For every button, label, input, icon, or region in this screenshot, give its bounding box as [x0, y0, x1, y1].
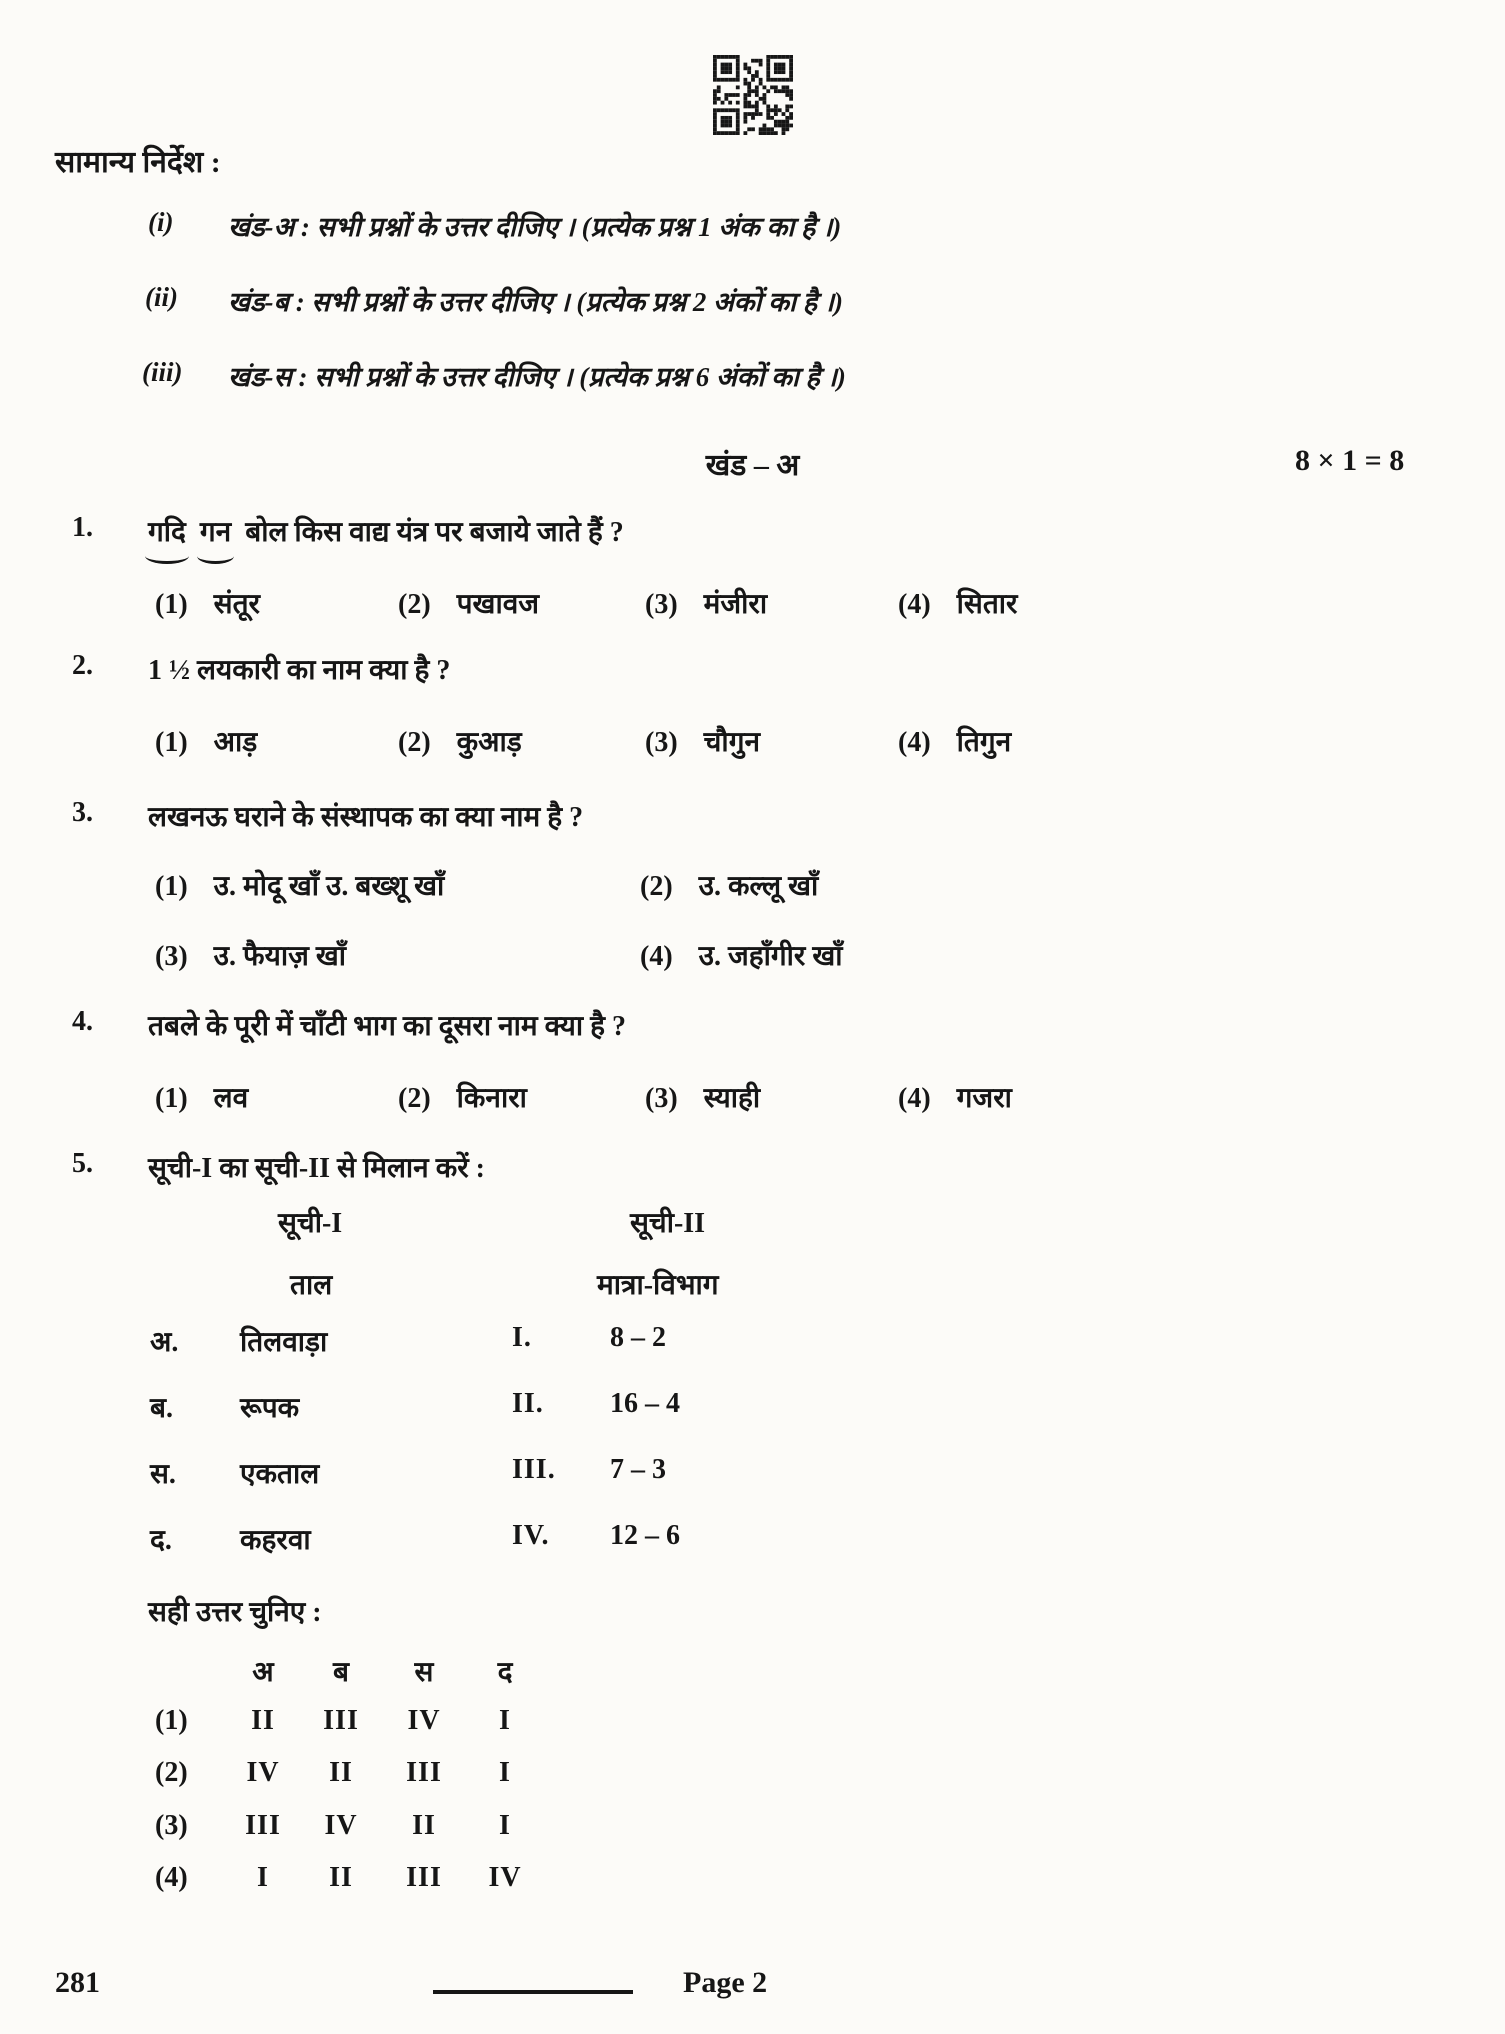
option-number: (4) — [898, 589, 931, 620]
page-number: Page 2 — [683, 1966, 768, 1999]
answer-matrix-header — [0, 1652, 1505, 1692]
list1-header: सूची-I — [278, 1208, 343, 1239]
instruction-number: (iii) — [142, 357, 183, 387]
answer-row-number: (1) — [155, 1705, 188, 1736]
question-5 — [0, 1148, 1505, 1188]
answer-cell: II — [329, 1862, 353, 1893]
answer-col-header: द — [497, 1657, 513, 1688]
list1-subheader: ताल — [290, 1270, 333, 1301]
answer-row-1 — [0, 1705, 1505, 1745]
question-4-text: तबले के पूरी में चाँटी भाग का दूसरा नाम क्या है ? — [148, 1011, 627, 1042]
match-roman: IV. — [512, 1520, 550, 1551]
section-title: खंड – अ — [705, 449, 800, 482]
option-label: गजरा — [956, 1083, 1012, 1114]
option-label: संतूर — [213, 589, 260, 620]
general-instructions-title: सामान्य निर्देश : — [55, 146, 221, 179]
match-roman: II. — [512, 1388, 544, 1419]
question-4-number: 4. — [72, 1006, 93, 1037]
option-number: (4) — [898, 1083, 931, 1114]
match-value: 8 – 2 — [610, 1322, 666, 1353]
match-list-headers — [0, 1203, 1505, 1243]
option-number: (1) — [155, 727, 188, 758]
match-row — [0, 1520, 1505, 1560]
match-name: रूपक — [240, 1393, 300, 1424]
match-row — [0, 1322, 1505, 1362]
answer-col-header: अ — [252, 1657, 274, 1688]
option-number: (3) — [645, 727, 678, 758]
qr-code-icon — [713, 55, 793, 135]
bol-word: गन — [200, 512, 231, 550]
option-label: पखावज — [456, 589, 540, 620]
question-2-number: 2. — [72, 650, 93, 681]
option-label: किनारा — [456, 1083, 527, 1114]
option-number: (3) — [155, 941, 188, 972]
answer-col-header: ब — [333, 1657, 349, 1688]
answer-row-2 — [0, 1757, 1505, 1797]
option-number: (3) — [645, 1083, 678, 1114]
answer-cell: IV — [407, 1705, 441, 1736]
option-label: उ. मोदू खाँ उ. बख्शू खाँ — [213, 871, 445, 902]
option-label: कुआड़ — [456, 727, 522, 758]
option-label: तिगुन — [956, 727, 1012, 758]
answer-cell: III — [406, 1757, 442, 1788]
answer-cell: I — [257, 1862, 269, 1893]
section-marks: 8 × 1 = 8 — [1295, 444, 1405, 477]
option-label: आड़ — [213, 727, 258, 758]
question-4-options — [0, 1078, 1505, 1118]
instruction-number: (i) — [148, 207, 174, 237]
question-2-text: 1 ½ लयकारी का नाम क्या है ? — [148, 655, 451, 686]
question-3-options-row-2 — [0, 936, 1505, 976]
option-number: (2) — [640, 871, 673, 902]
question-1 — [0, 512, 1505, 552]
match-value: 16 – 4 — [610, 1388, 680, 1419]
match-key: द. — [150, 1525, 172, 1556]
option-number: (3) — [645, 589, 678, 620]
question-3 — [0, 797, 1505, 837]
instruction-text: खंड-ब : सभी प्रश्नों के उत्तर दीजिए । (प्रत्येक प्रश्न 2 अंकों का है ।) — [228, 287, 844, 317]
answer-row-number: (2) — [155, 1757, 188, 1788]
match-key: ब. — [150, 1393, 173, 1424]
option-label: मंजीरा — [703, 589, 768, 620]
answer-cell: IV — [488, 1862, 522, 1893]
option-label: सितार — [956, 589, 1018, 620]
match-name: तिलवाड़ा — [240, 1327, 328, 1358]
match-roman: I. — [512, 1322, 532, 1353]
question-3-text: लखनऊ घराने के संस्थापक का क्या नाम है ? — [148, 802, 584, 833]
instruction-item-3 — [0, 357, 1505, 397]
answer-row-number: (4) — [155, 1862, 188, 1893]
instruction-number: (ii) — [145, 282, 178, 312]
question-1-text — [148, 512, 624, 550]
answer-cell: I — [499, 1810, 511, 1841]
answer-cell: I — [499, 1705, 511, 1736]
question-5-text: सूची-I का सूची-II से मिलान करें : — [148, 1153, 485, 1184]
option-number: (2) — [398, 1083, 431, 1114]
choose-answer-label: सही उत्तर चुनिए : — [148, 1597, 322, 1628]
option-label: उ. कल्लू खाँ — [698, 871, 819, 902]
option-number: (1) — [155, 589, 188, 620]
instruction-text: खंड-अ : सभी प्रश्नों के उत्तर दीजिए । (प्रत्येक प्रश्न 1 अंक का है ।) — [228, 212, 842, 242]
instruction-item-1 — [0, 207, 1505, 247]
answer-cell: IV — [246, 1757, 280, 1788]
option-label: चौगुन — [703, 727, 760, 758]
paper-code: 281 — [55, 1966, 100, 1999]
question-2-options — [0, 722, 1505, 762]
instruction-text: खंड-स : सभी प्रश्नों के उत्तर दीजिए । (प्रत्येक प्रश्न 6 अंकों का है ।) — [228, 362, 846, 392]
question-3-number: 3. — [72, 797, 93, 828]
answer-cell: II — [251, 1705, 275, 1736]
option-number: (2) — [398, 727, 431, 758]
answer-cell: III — [323, 1705, 359, 1736]
option-label: उ. जहाँगीर खाँ — [698, 941, 843, 972]
match-name: एकताल — [240, 1459, 320, 1490]
answer-cell: III — [245, 1810, 281, 1841]
list2-header: सूची-II — [630, 1208, 706, 1239]
answer-row-3 — [0, 1810, 1505, 1850]
match-roman: III. — [512, 1454, 556, 1485]
list2-subheader: मात्रा-विभाग — [597, 1270, 719, 1301]
answer-cell: IV — [324, 1810, 358, 1841]
match-list-subheaders — [0, 1265, 1505, 1305]
match-value: 7 – 3 — [610, 1454, 666, 1485]
question-1-options — [0, 584, 1505, 624]
question-1-text-rest: बोल किस वाद्य यंत्र पर बजाये जाते हैं ? — [245, 517, 624, 548]
answer-cell: I — [499, 1757, 511, 1788]
match-row — [0, 1388, 1505, 1428]
match-row — [0, 1454, 1505, 1494]
option-number: (1) — [155, 871, 188, 902]
option-label: उ. फैयाज़ खाँ — [213, 941, 347, 972]
match-key: अ. — [150, 1327, 179, 1358]
option-number: (2) — [398, 589, 431, 620]
footer-divider — [433, 1990, 633, 1994]
bol-word: गदि — [148, 512, 186, 550]
question-2 — [0, 650, 1505, 690]
instruction-item-2 — [0, 282, 1505, 322]
match-name: कहरवा — [240, 1525, 311, 1556]
answer-cell: II — [329, 1757, 353, 1788]
question-5-number: 5. — [72, 1148, 93, 1179]
option-number: (4) — [898, 727, 931, 758]
option-label: स्याही — [703, 1083, 761, 1114]
option-number: (1) — [155, 1083, 188, 1114]
option-number: (4) — [640, 941, 673, 972]
question-1-number: 1. — [72, 512, 93, 543]
match-key: स. — [150, 1459, 176, 1490]
answer-cell: III — [406, 1862, 442, 1893]
match-value: 12 – 6 — [610, 1520, 680, 1551]
question-4 — [0, 1006, 1505, 1046]
answer-col-header: स — [414, 1657, 434, 1688]
option-label: लव — [213, 1083, 249, 1114]
answer-row-number: (3) — [155, 1810, 188, 1841]
question-3-options-row-1 — [0, 866, 1505, 906]
answer-cell: II — [412, 1810, 436, 1841]
answer-row-4 — [0, 1862, 1505, 1902]
